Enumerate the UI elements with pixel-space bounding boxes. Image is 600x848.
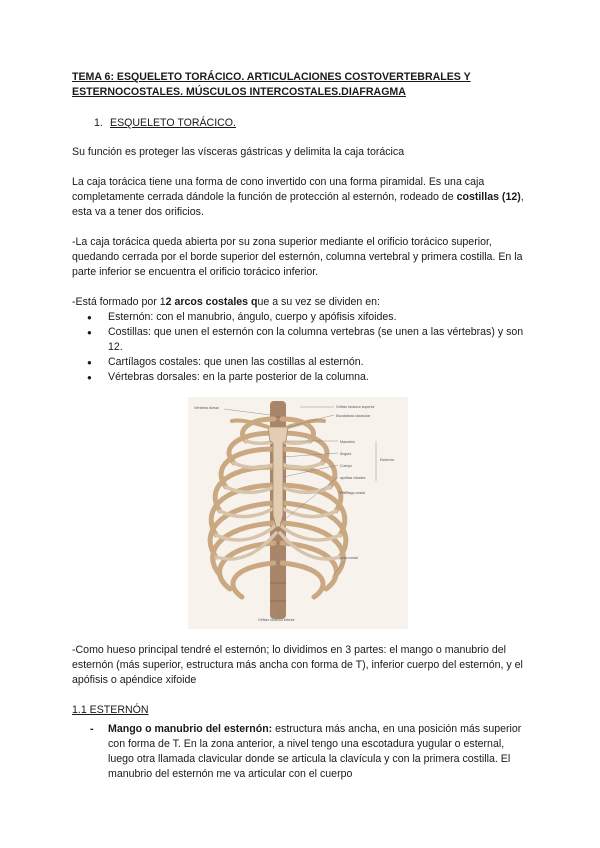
rib-cage-drawing <box>188 397 408 629</box>
label-superior-orifice: Orificio torácico superior <box>336 405 375 409</box>
label-angulo: Ángulo <box>340 452 352 456</box>
list-item: ● Esternón: con el manubrio, ángulo, cuerpo y apófisis xifoides. <box>72 310 532 325</box>
list-item: ● Cartílagos costales: que unen las costillas al esternón. <box>72 355 532 370</box>
paragraph-orifices: -La caja torácica queda abierta por su zona superior mediante el orificio torácico superior, quedando cerrada por el borde superior del esternón, columna vertebral y primera costilla. En la parte inferior se encuentra el orificio torácico inferior. <box>72 236 523 278</box>
paragraph-shape-tail: , esta va a tener dos orificios. <box>72 191 524 218</box>
ribs-left <box>210 419 274 597</box>
label-inferior-orifice: Orificio torácico inferior <box>258 618 295 622</box>
paragraph-function: Su función es proteger las vísceras gástricas y delimita la caja torácica <box>72 146 405 158</box>
label-cuerpo: Cuerpo <box>340 464 352 468</box>
list-item: ● Costillas: que unen el esternón con la columna vertebras (se unen a las vértebras) y son 12. <box>72 325 532 355</box>
heading-esqueleto-toracico <box>94 116 532 131</box>
heading-number: 1. <box>94 117 103 129</box>
heading-text: ESQUELETO TORÁCICO. <box>110 117 236 129</box>
label-vertebra: Vértebra dorsal <box>194 406 219 410</box>
ribs-right <box>282 419 346 597</box>
list-item <box>72 722 532 782</box>
title-line-1: TEMA 6: ESQUELETO TORÁCICO. ARTICULACIONES COSTOVERTEBRALES Y <box>72 71 471 83</box>
thoracic-cage-illustration <box>188 397 408 629</box>
label-clavicular: Escotadura clavicular <box>336 414 371 418</box>
paragraph-arcs-text: -Está formado por 1 <box>72 296 166 308</box>
label-manubrio: Manubrio <box>340 440 355 444</box>
document-title <box>72 70 532 100</box>
dash-item-text: estructura más ancha, en una posición más superior con forma de T. En la zona anterior, a nivel tengo una escotadura yugular o esternal, luego otra llamada clavicular donde se articula la clavícula y con la primera costilla. El manubrio del esternón me va articular con el cuerpo <box>108 723 522 780</box>
label-xifoides: apófisis xifoides <box>340 476 366 480</box>
paragraph-shape <box>72 175 532 220</box>
dash-list <box>72 722 532 782</box>
section-heading-esternon: 1.1 ESTERNÓN <box>72 704 149 716</box>
paragraph-sternum-intro: -Como hueso principal tendré el esternón; lo dividimos en 3 partes: el mango o manubrio del esternón (más superior, estructura más ancha con forma de T), inferior cuerpo del esternón, y el apófisis o apéndice xifoide <box>72 644 523 686</box>
dash-item-bold: Mango o manubrio del esternón: <box>108 723 273 735</box>
paragraph-arcs-tail: ue a su vez se dividen en: <box>257 296 380 308</box>
label-arco: Arco costal <box>340 556 358 560</box>
paragraph-shape-bold: costillas (12) <box>456 191 521 203</box>
bullet-list <box>72 310 532 385</box>
title-line-2: ESTERNOCOSTALES. MÚSCULOS INTERCOSTALES.DIAFRAGMA <box>72 86 406 98</box>
list-item: ● Vértebras dorsales: en la parte posterior de la columna. <box>72 370 532 385</box>
paragraph-arcs <box>72 295 532 310</box>
document-page <box>72 70 532 782</box>
paragraph-shape-text: La caja torácica tiene una forma de cono invertido con una forma piramidal. Es una caja completamente cerrada dándole la función de protección al esternón, rodeado de <box>72 176 485 203</box>
label-cartilago: Cartílago costal <box>340 491 365 495</box>
label-esternon: Esternón <box>380 458 395 462</box>
paragraph-arcs-bold: 2 arcos costales q <box>165 296 258 308</box>
